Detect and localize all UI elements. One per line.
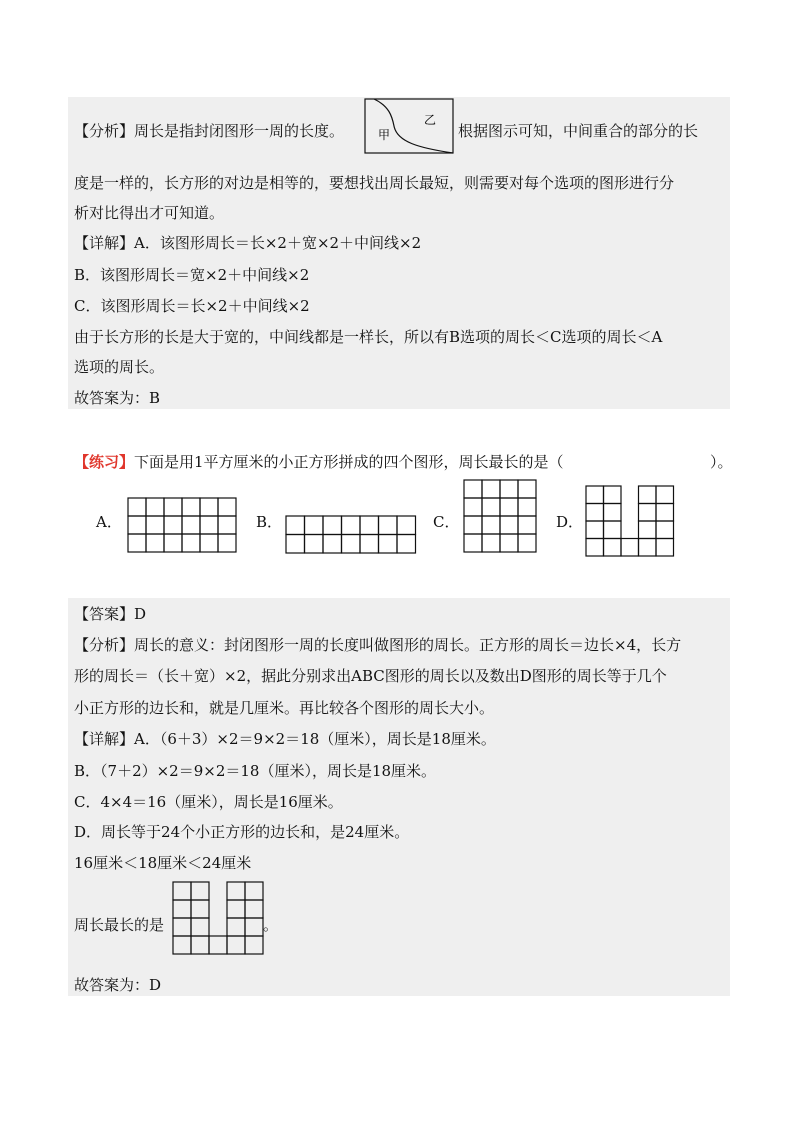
- grid-cell: [245, 936, 263, 954]
- grid-cell: [173, 900, 191, 918]
- option-d-grid: [585, 485, 675, 557]
- grid-cell: [342, 516, 361, 535]
- detail2-a: 【详解】A．（6＋3）×2＝9×2＝18（厘米），周长是18厘米。: [74, 730, 496, 748]
- grid-cell: [164, 534, 182, 552]
- grid-cell: [586, 521, 604, 539]
- conclusion-1: 由于长方形的长是大于宽的，中间线都是一样长，所以有B选项的周长＜C选项的周长＜A: [74, 328, 663, 346]
- answer-2: 故答案为：D: [74, 976, 162, 994]
- grid-cell: [209, 936, 227, 954]
- grid-cell: [604, 539, 622, 557]
- grid-cell: [586, 486, 604, 504]
- grid-cell: [146, 534, 164, 552]
- longest-suffix: 。: [263, 916, 279, 934]
- grid-cell: [656, 504, 674, 522]
- grid-cell: [500, 534, 518, 552]
- grid-cell: [323, 516, 342, 535]
- label-jia: 甲: [378, 128, 391, 142]
- grid-cell: [604, 486, 622, 504]
- grid-cell: [286, 535, 305, 554]
- analysis-line-3: 析对比得出才可知道。: [74, 204, 225, 222]
- grid-cell: [245, 900, 263, 918]
- grid-cell: [146, 498, 164, 516]
- grid-cell: [191, 882, 209, 900]
- grid-cell: [218, 534, 236, 552]
- grid-cell: [227, 900, 245, 918]
- grid-cell: [146, 516, 164, 534]
- grid-cell: [656, 539, 674, 557]
- grid-cell: [639, 539, 657, 557]
- grid-cell: [500, 480, 518, 498]
- grid-cell: [604, 504, 622, 522]
- grid-cell: [128, 498, 146, 516]
- practice-question: [74, 452, 564, 472]
- analysis-line-2: 度是一样的，长方形的对边是相等的，要想找出周长最短，则需要对每个选项的图形进行分: [74, 174, 675, 192]
- grid-cell: [397, 535, 416, 554]
- option-a-label: A．: [96, 513, 122, 531]
- practice-question-end: ）。: [710, 453, 733, 471]
- detail2-b: B．（7＋2）×2＝9×2＝18（厘米），周长是18厘米。: [74, 762, 437, 780]
- grid-cell: [164, 498, 182, 516]
- answer-line: 【答案】D: [74, 605, 147, 623]
- grid-cell: [227, 918, 245, 936]
- grid-cell: [164, 516, 182, 534]
- grid-cell: [482, 498, 500, 516]
- grid-cell: [586, 504, 604, 522]
- conclusion-2: 选项的周长。: [74, 358, 165, 376]
- grid-cell: [500, 516, 518, 534]
- grid-cell: [639, 521, 657, 539]
- grid-cell: [173, 882, 191, 900]
- option-b-label: B．: [256, 513, 283, 531]
- grid-cell: [656, 486, 674, 504]
- grid-cell: [464, 534, 482, 552]
- grid-cell: [639, 486, 657, 504]
- grid-cell: [227, 882, 245, 900]
- grid-cell: [191, 918, 209, 936]
- grid-cell: [518, 498, 536, 516]
- option-a-grid: [127, 497, 237, 553]
- overlap-figure: [364, 98, 454, 154]
- grid-cell: [245, 918, 263, 936]
- analysis-line-1: 【分析】周长是指封闭图形一周的长度。: [74, 122, 345, 140]
- grid-cell: [360, 516, 379, 535]
- detail-a: 【详解】A．该图形周长＝长×2＋宽×2＋中间线×2: [74, 234, 422, 252]
- grid-cell: [191, 936, 209, 954]
- grid-cell: [218, 516, 236, 534]
- grid-cell: [218, 498, 236, 516]
- detail2-d: D．周长等于24个小正方形的边长和，是24厘米。: [74, 823, 410, 841]
- grid-cell: [245, 882, 263, 900]
- grid-cell: [182, 534, 200, 552]
- answer-1: 故答案为：B: [74, 389, 161, 407]
- grid-cell: [656, 521, 674, 539]
- detail-c: C．该图形周长＝长×2＋中间线×2: [74, 297, 310, 315]
- grid-cell: [173, 936, 191, 954]
- grid-cell: [482, 480, 500, 498]
- option-c-label: C．: [433, 513, 460, 531]
- grid-cell: [482, 516, 500, 534]
- label-yi: 乙: [424, 113, 437, 127]
- grid-cell: [360, 535, 379, 554]
- option-c-grid: [463, 479, 537, 553]
- analysis2-line-1: 【分析】周长的意义：封闭图形一周的长度叫做图形的周长。正方形的周长＝边长×4，长方: [74, 636, 682, 654]
- grid-cell: [173, 918, 191, 936]
- grid-cell: [518, 534, 536, 552]
- analysis-line-1-after: 根据图示可知，中间重合的部分的长: [458, 122, 699, 140]
- grid-cell: [200, 516, 218, 534]
- grid-cell: [518, 480, 536, 498]
- grid-cell: [518, 516, 536, 534]
- grid-cell: [397, 516, 416, 535]
- grid-cell: [464, 516, 482, 534]
- grid-cell: [182, 516, 200, 534]
- grid-cell: [182, 498, 200, 516]
- compare-line: 16厘米＜18厘米＜24厘米: [74, 854, 252, 872]
- grid-cell: [342, 535, 361, 554]
- analysis2-line-2: 形的周长＝（长＋宽）×2，据此分别求出ABC图形的周长以及数出D图形的周长等于几个: [74, 667, 667, 685]
- grid-cell: [586, 539, 604, 557]
- grid-cell: [305, 535, 324, 554]
- grid-cell: [464, 498, 482, 516]
- grid-cell: [200, 498, 218, 516]
- detail-b: B．该图形周长＝宽×2＋中间线×2: [74, 266, 310, 284]
- grid-cell: [604, 521, 622, 539]
- grid-cell: [621, 539, 639, 557]
- grid-cell: [323, 535, 342, 554]
- grid-cell: [227, 936, 245, 954]
- practice-tag: 【练习】: [74, 453, 135, 471]
- detail2-c: C．4×4＝16（厘米），周长是16厘米。: [74, 793, 343, 811]
- longest-figure: [172, 881, 264, 955]
- grid-cell: [379, 535, 398, 554]
- grid-cell: [305, 516, 324, 535]
- grid-cell: [639, 504, 657, 522]
- analysis2-line-3: 小正方形的边长和，就是几厘米。再比较各个图形的周长大小。: [74, 699, 495, 717]
- option-d-label: D．: [556, 513, 584, 531]
- grid-cell: [379, 516, 398, 535]
- grid-cell: [482, 534, 500, 552]
- grid-cell: [500, 498, 518, 516]
- option-b-grid: [285, 515, 417, 554]
- grid-cell: [464, 480, 482, 498]
- grid-cell: [128, 516, 146, 534]
- grid-cell: [286, 516, 305, 535]
- practice-question-text: 下面是用1平方厘米的小正方形拼成的四个图形，周长最长的是（: [134, 453, 564, 471]
- longest-prefix: 周长最长的是: [74, 916, 165, 934]
- grid-cell: [200, 534, 218, 552]
- grid-cell: [191, 900, 209, 918]
- grid-cell: [128, 534, 146, 552]
